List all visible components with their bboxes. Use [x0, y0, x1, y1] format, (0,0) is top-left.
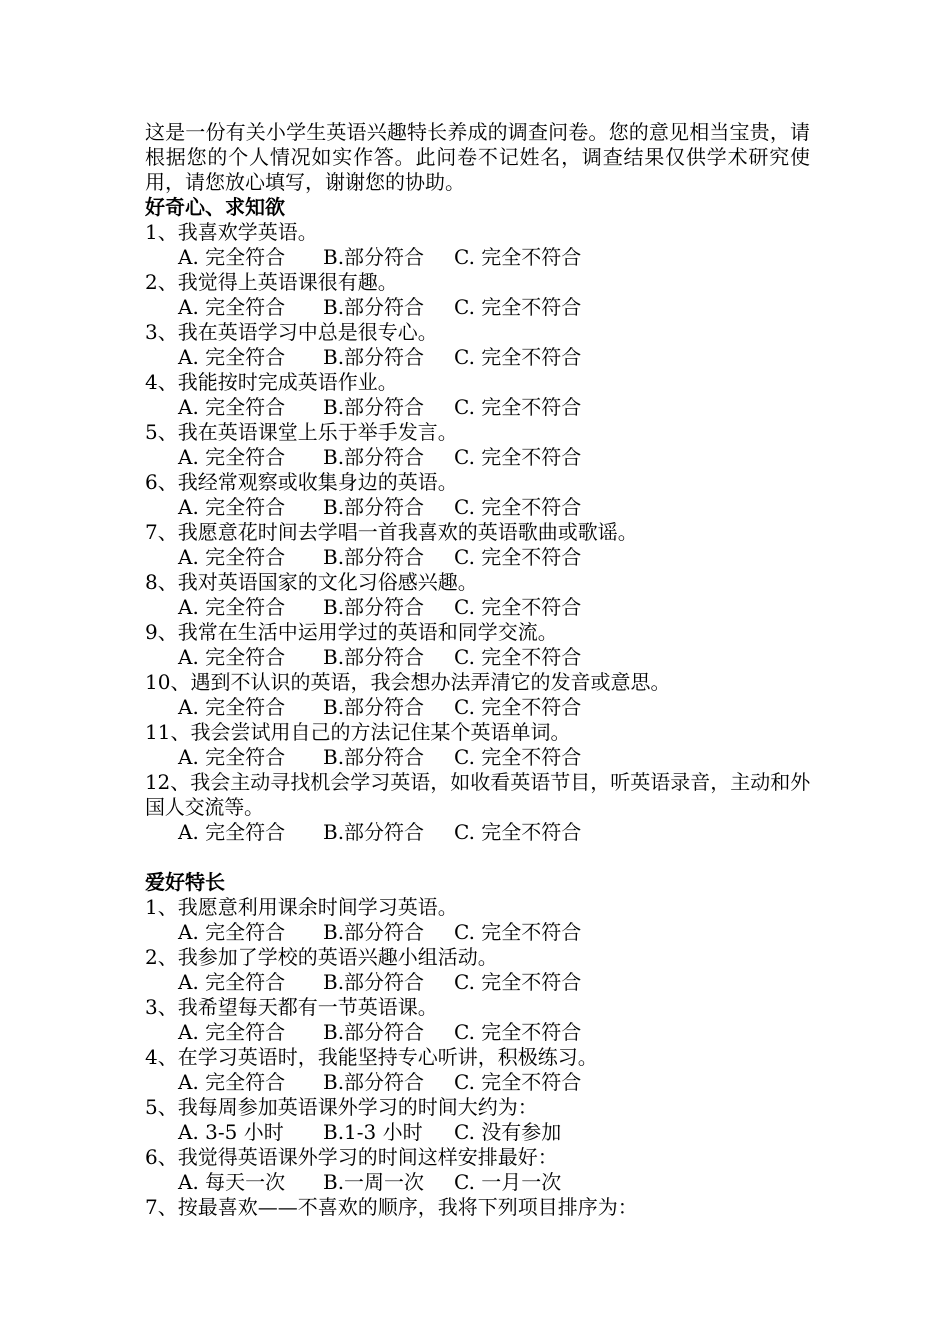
answer-options — [145, 495, 810, 520]
option-a[interactable]: A. 3-5 小时 — [178, 1120, 284, 1144]
option-b[interactable]: B.部分符合 — [323, 970, 425, 994]
answer-options — [145, 920, 810, 945]
option-a[interactable]: A. 完全符合 — [178, 545, 286, 569]
option-b[interactable]: B.部分符合 — [323, 820, 425, 844]
option-b[interactable]: B.部分符合 — [323, 1020, 425, 1044]
option-a[interactable]: A. 完全符合 — [178, 1020, 286, 1044]
answer-options — [145, 1020, 810, 1045]
option-a[interactable]: A. 完全符合 — [178, 295, 286, 319]
answer-options — [145, 970, 810, 995]
answer-options — [145, 545, 810, 570]
section-title: 爱好特长 — [145, 870, 225, 894]
question-text: 3、我在英语学习中总是很专心。 — [145, 320, 438, 344]
answer-options — [145, 295, 810, 320]
option-a[interactable]: A. 完全符合 — [178, 395, 286, 419]
option-a[interactable]: A. 完全符合 — [178, 595, 286, 619]
option-c[interactable]: C. 完全不符合 — [454, 545, 582, 569]
option-b[interactable]: B.部分符合 — [323, 445, 425, 469]
question-text: 2、我参加了学校的英语兴趣小组活动。 — [145, 945, 498, 969]
question-text: 7、我愿意花时间去学唱一首我喜欢的英语歌曲或歌谣。 — [145, 520, 638, 544]
option-b[interactable]: B.部分符合 — [323, 1070, 425, 1094]
option-b[interactable]: B.部分符合 — [323, 920, 425, 944]
option-a[interactable]: A. 完全符合 — [178, 345, 286, 369]
option-c[interactable]: C. 完全不符合 — [454, 745, 582, 769]
option-b[interactable]: B.部分符合 — [323, 695, 425, 719]
option-a[interactable]: A. 完全符合 — [178, 920, 286, 944]
option-a[interactable]: A. 完全符合 — [178, 495, 286, 519]
option-a[interactable]: A. 完全符合 — [178, 820, 286, 844]
answer-options — [145, 645, 810, 670]
option-a[interactable]: A. 每天一次 — [178, 1170, 286, 1194]
intro-paragraph: 这是一份有关小学生英语兴趣特长养成的调查问卷。您的意见相当宝贵，请根据您的个人情况如实作答。此问卷不记姓名，调查结果仅供学术研究使用，请您放心填写，谢谢您的协助。 — [145, 120, 810, 194]
sections-container — [145, 195, 810, 1220]
question-text: 1、我愿意利用课余时间学习英语。 — [145, 895, 458, 919]
option-a[interactable]: A. 完全符合 — [178, 970, 286, 994]
answer-options — [145, 1120, 810, 1145]
option-b[interactable]: B.部分符合 — [323, 345, 425, 369]
option-b[interactable]: B.部分符合 — [323, 395, 425, 419]
answer-options — [145, 245, 810, 270]
option-c[interactable]: C. 完全不符合 — [454, 295, 582, 319]
answer-options — [145, 345, 810, 370]
question-text: 10、遇到不认识的英语，我会想办法弄清它的发音或意思。 — [145, 670, 671, 694]
question-text: 2、我觉得上英语课很有趣。 — [145, 270, 398, 294]
answer-options — [145, 745, 810, 770]
option-c[interactable]: C. 完全不符合 — [454, 395, 582, 419]
option-b[interactable]: B.1-3 小时 — [323, 1120, 423, 1144]
survey-document — [145, 120, 810, 1220]
option-c[interactable]: C. 完全不符合 — [454, 645, 582, 669]
option-c[interactable]: C. 完全不符合 — [454, 1070, 582, 1094]
question-text: 6、我经常观察或收集身边的英语。 — [145, 470, 458, 494]
option-a[interactable]: A. 完全符合 — [178, 445, 286, 469]
question-text: 11、我会尝试用自己的方法记住某个英语单词。 — [145, 720, 571, 744]
question-text: 12、我会主动寻找机会学习英语，如收看英语节目，听英语录音，主动和外国人交流等。 — [145, 770, 810, 819]
option-b[interactable]: B.一周一次 — [323, 1170, 425, 1194]
answer-options — [145, 1070, 810, 1095]
option-a[interactable]: A. 完全符合 — [178, 1070, 286, 1094]
question-text: 4、我能按时完成英语作业。 — [145, 370, 398, 394]
option-c[interactable]: C. 完全不符合 — [454, 920, 582, 944]
option-a[interactable]: A. 完全符合 — [178, 645, 286, 669]
option-a[interactable]: A. 完全符合 — [178, 695, 286, 719]
option-c[interactable]: C. 一月一次 — [454, 1170, 562, 1194]
option-b[interactable]: B.部分符合 — [323, 495, 425, 519]
option-c[interactable]: C. 完全不符合 — [454, 345, 582, 369]
question-text: 9、我常在生活中运用学过的英语和同学交流。 — [145, 620, 558, 644]
option-c[interactable]: C. 完全不符合 — [454, 1020, 582, 1044]
question-text: 8、我对英语国家的文化习俗感兴趣。 — [145, 570, 478, 594]
option-a[interactable]: A. 完全符合 — [178, 245, 286, 269]
question-text: 7、按最喜欢——不喜欢的顺序，我将下列项目排序为： — [145, 1195, 638, 1219]
answer-options — [145, 395, 810, 420]
option-c[interactable]: C. 完全不符合 — [454, 820, 582, 844]
option-b[interactable]: B.部分符合 — [323, 245, 425, 269]
option-c[interactable]: C. 完全不符合 — [454, 245, 582, 269]
option-b[interactable]: B.部分符合 — [323, 645, 425, 669]
option-b[interactable]: B.部分符合 — [323, 295, 425, 319]
option-c[interactable]: C. 完全不符合 — [454, 445, 582, 469]
answer-options — [145, 445, 810, 470]
section-title: 好奇心、求知欲 — [145, 195, 285, 219]
answer-options — [145, 695, 810, 720]
option-b[interactable]: B.部分符合 — [323, 595, 425, 619]
option-b[interactable]: B.部分符合 — [323, 745, 425, 769]
option-c[interactable]: C. 完全不符合 — [454, 695, 582, 719]
option-c[interactable]: C. 完全不符合 — [454, 595, 582, 619]
option-a[interactable]: A. 完全符合 — [178, 745, 286, 769]
option-c[interactable]: C. 完全不符合 — [454, 970, 582, 994]
option-b[interactable]: B.部分符合 — [323, 545, 425, 569]
question-text: 6、我觉得英语课外学习的时间这样安排最好： — [145, 1145, 558, 1169]
option-c[interactable]: C. 完全不符合 — [454, 495, 582, 519]
question-text: 5、我在英语课堂上乐于举手发言。 — [145, 420, 458, 444]
answer-options — [145, 820, 810, 845]
question-text: 5、我每周参加英语课外学习的时间大约为： — [145, 1095, 538, 1119]
option-c[interactable]: C. 没有参加 — [454, 1120, 562, 1144]
question-text: 4、在学习英语时，我能坚持专心听讲，积极练习。 — [145, 1045, 598, 1069]
answer-options — [145, 595, 810, 620]
answer-options — [145, 1170, 810, 1195]
question-text: 1、我喜欢学英语。 — [145, 220, 318, 244]
question-text: 3、我希望每天都有一节英语课。 — [145, 995, 438, 1019]
section-spacer — [145, 845, 810, 870]
